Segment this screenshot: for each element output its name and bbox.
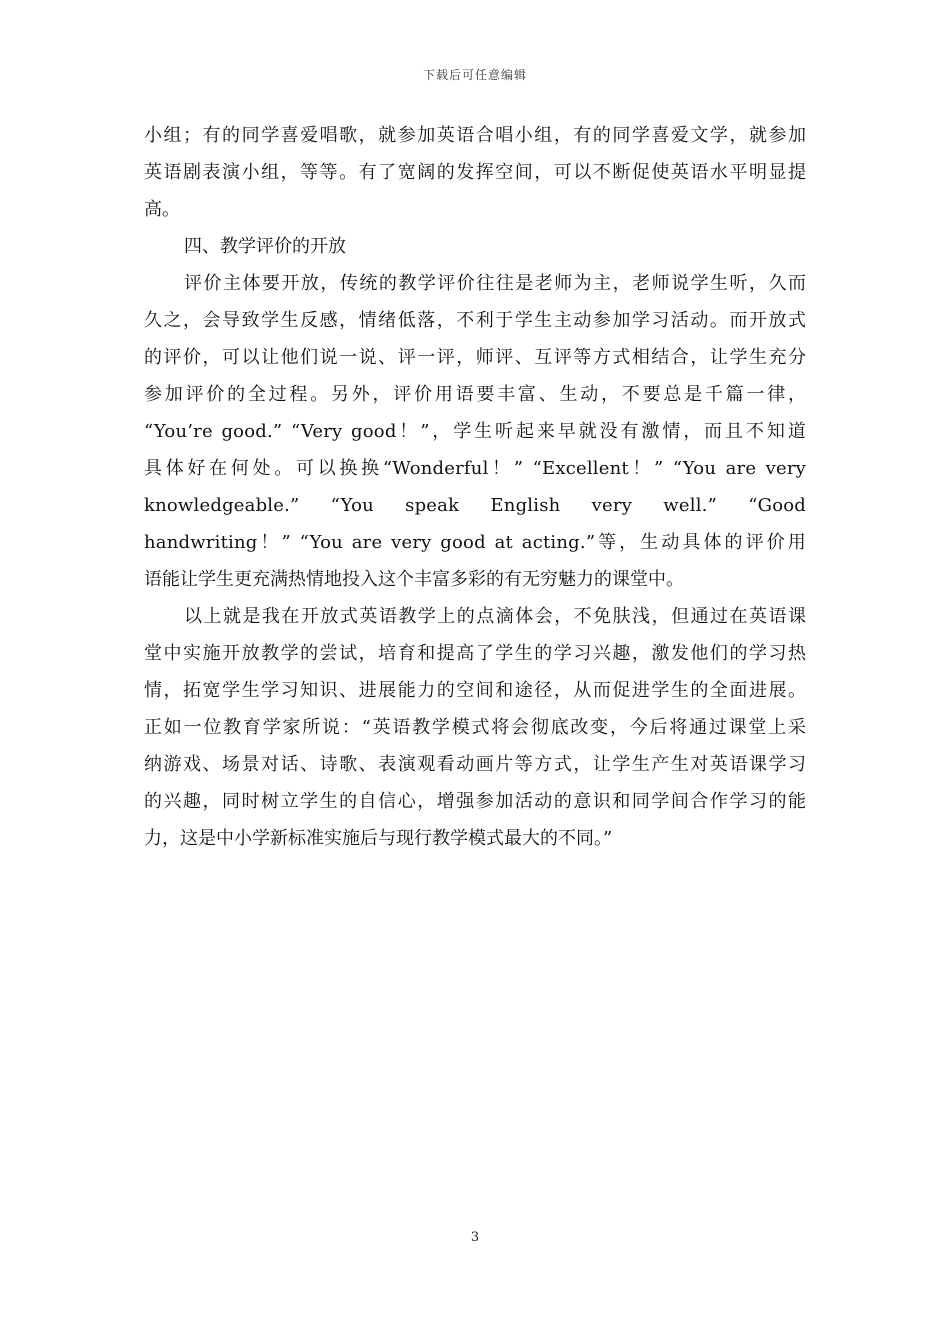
page-header: 下载后可任意编辑	[422, 68, 527, 82]
body-line: 具体好在何处。可以换换“Wonderful！” “Excellent！” “You are very	[144, 458, 806, 479]
body-line: “You’re good.” “Very good！”，学生听起来早就没有激情，而且不知道	[144, 421, 806, 442]
document-body	[144, 117, 806, 857]
body-line: 力，这是中小学新标准实施后与现行教学模式最大的不同。”	[144, 828, 613, 849]
body-line: 语能让学生更充满热情地投入这个丰富多彩的有无穷魅力的课堂中。	[144, 569, 684, 590]
body-line: 参加评价的全过程。另外，评价用语要丰富、生动，不要总是千篇一律，	[144, 384, 806, 405]
body-line: 堂中实施开放教学的尝试，培育和提高了学生的学习兴趣，激发他们的学习热	[144, 643, 806, 664]
body-line: 小组；有的同学喜爱唱歌，就参加英语合唱小组，有的同学喜爱文学，就参加	[144, 125, 806, 146]
body-line: knowledgeable.” “You speak English very well.” “Good	[144, 495, 806, 516]
body-line: 英语剧表演小组，等等。有了宽阔的发挥空间，可以不断促使英语水平明显提	[144, 162, 806, 183]
body-line: 评价主体要开放，传统的教学评价往往是老师为主，老师说学生听，久而	[184, 273, 806, 294]
body-line: 高。	[144, 199, 180, 220]
body-line: handwriting！” “You are very good at acting.”等，生动具体的评价用	[144, 532, 806, 553]
body-line: 情，拓宽学生学习知识、进展能力的空间和途径，从而促进学生的全面进展。	[144, 680, 806, 701]
body-line: 正如一位教育学家所说：“英语教学模式将会彻底改变，今后将通过课堂上采	[144, 717, 806, 738]
body-line: 久之，会导致学生反感，情绪低落，不利于学生主动参加学习活动。而开放式	[144, 310, 806, 331]
body-line: 的兴趣，同时树立学生的自信心，增强参加活动的意识和同学间合作学习的能	[144, 791, 806, 812]
body-line: 纳游戏、场景对话、诗歌、表演观看动画片等方式，让学生产生对英语课学习	[144, 754, 806, 775]
body-line: 以上就是我在开放式英语教学上的点滴体会，不免肤浅，但通过在英语课	[184, 606, 806, 627]
page-number: 3	[470, 1230, 480, 1245]
section-heading: 四、教学评价的开放	[184, 236, 346, 257]
body-line: 的评价，可以让他们说一说、评一评，师评、互评等方式相结合，让学生充分	[144, 347, 806, 368]
